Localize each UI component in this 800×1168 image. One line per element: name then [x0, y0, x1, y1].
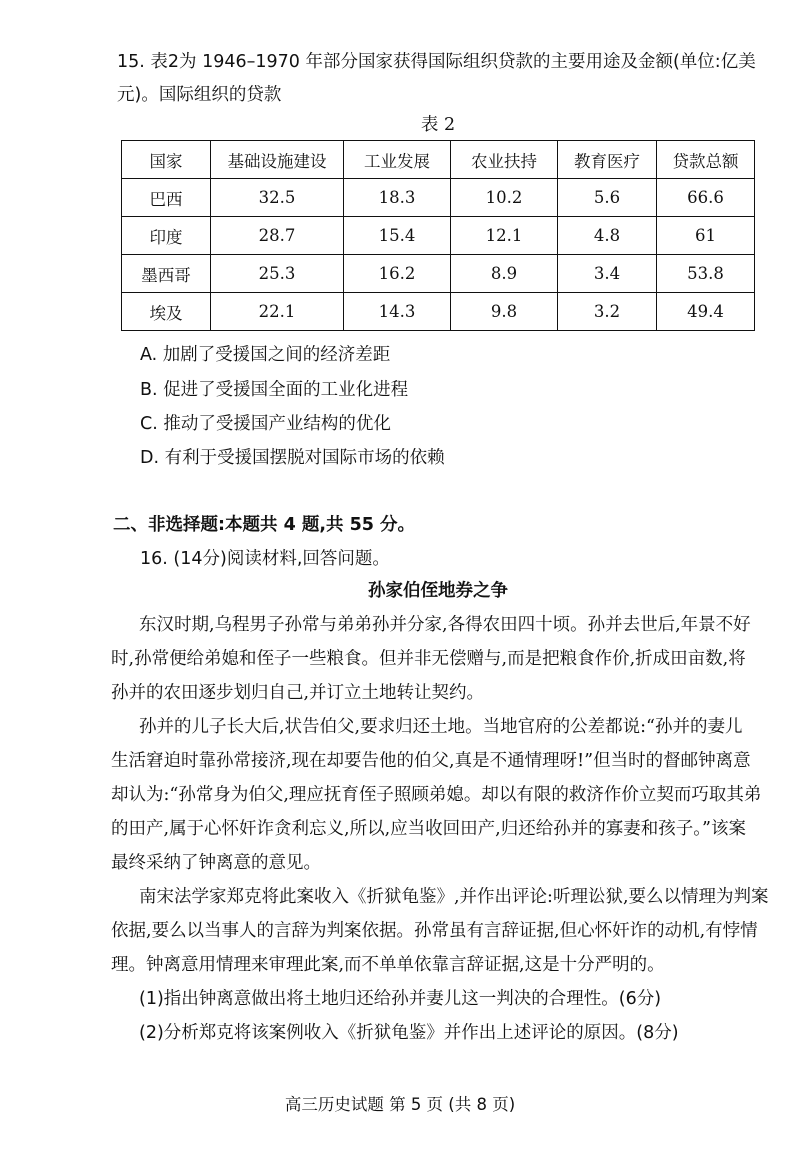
material-line: 最终采纳了钟离意的意见。	[111, 853, 321, 873]
table-cell: 3.4	[558, 255, 657, 293]
option-b: B. 促进了受援国全面的工业化进程	[140, 380, 409, 400]
sub-question-1: (1)指出钟离意做出将土地归还给孙并妻儿这一判决的合理性。(6分)	[139, 989, 662, 1009]
material-line: 的田产,属于心怀奸诈贪利忘义,所以,应当收回田产,归还给孙并的寡妻和孩子。”该案	[111, 819, 746, 839]
q15-stem-line1: 15. 表2为 1946–1970 年部分国家获得国际组织贷款的主要用途及金额(单位:亿美	[117, 52, 756, 72]
material-line: 生活窘迫时靠孙常接济,现在却要告他的伯父,真是不通情理呀!”但当时的督邮钟离意	[111, 751, 751, 771]
material-title: 孙家伯侄地券之争	[368, 581, 508, 601]
material-line: 南宋法学家郑克将此案收入《折狱龟鉴》,并作出评论:听理讼狱,要么以情理为判案	[139, 887, 769, 907]
table-row	[122, 255, 755, 293]
table-header-cell: 工业发展	[344, 141, 451, 179]
table-cell: 14.3	[344, 293, 451, 331]
loan-table	[121, 140, 755, 331]
table-cell: 53.8	[657, 255, 755, 293]
table-cell: 25.3	[211, 255, 344, 293]
table-row	[122, 179, 755, 217]
sub-question-2: (2)分析郑克将该案例收入《折狱龟鉴》并作出上述评论的原因。(8分)	[139, 1023, 679, 1043]
option-a: A. 加剧了受援国之间的经济差距	[140, 345, 391, 365]
table-cell: 3.2	[558, 293, 657, 331]
option-c: C. 推动了受援国产业结构的优化	[140, 414, 391, 434]
table-cell: 49.4	[657, 293, 755, 331]
table-cell: 5.6	[558, 179, 657, 217]
material-line: 依据,要么以当事人的言辞为判案依据。孙常虽有言辞证据,但心怀奸诈的动机,有悖情	[111, 921, 758, 941]
material-line: 孙并的儿子长大后,状告伯父,要求归还土地。当地官府的公差都说:“孙并的妻儿	[139, 717, 743, 737]
material-line: 时,孙常便给弟媳和侄子一些粮食。但并非无偿赠与,而是把粮食作价,折成田亩数,将	[111, 649, 746, 669]
page-footer: 高三历史试题 第 5 页 (共 8 页)	[284, 1095, 516, 1114]
material-line: 孙并的农田逐步划归自己,并订立土地转让契约。	[111, 683, 485, 703]
table-cell: 22.1	[211, 293, 344, 331]
table-cell: 墨西哥	[122, 255, 211, 293]
table-header-cell: 国家	[122, 141, 211, 179]
table-cell: 32.5	[211, 179, 344, 217]
q16-intro: 16. (14分)阅读材料,回答问题。	[140, 549, 390, 569]
table-row	[122, 293, 755, 331]
table-cell: 28.7	[211, 217, 344, 255]
table-caption: 表 2	[420, 115, 456, 135]
material-line: 理。钟离意用情理来审理此案,而不单单依靠言辞证据,这是十分严明的。	[111, 955, 665, 975]
table-header-cell: 教育医疗	[558, 141, 657, 179]
table-header-cell: 贷款总额	[657, 141, 755, 179]
table-cell: 8.9	[451, 255, 558, 293]
table-cell: 巴西	[122, 179, 211, 217]
material-line: 却认为:“孙常身为伯父,理应抚育侄子照顾弟媳。却以有限的救济作价立契而巧取其弟	[111, 785, 762, 805]
table-header-cell: 基础设施建设	[211, 141, 344, 179]
table-cell: 印度	[122, 217, 211, 255]
table-cell: 16.2	[344, 255, 451, 293]
table-cell: 18.3	[344, 179, 451, 217]
section-heading: 二、非选择题:本题共 4 题,共 55 分。	[113, 515, 416, 535]
table-cell: 61	[657, 217, 755, 255]
q15-stem-line2: 元)。国际组织的贷款	[117, 85, 282, 105]
table-cell: 4.8	[558, 217, 657, 255]
table-cell: 66.6	[657, 179, 755, 217]
table-header-cell: 农业扶持	[451, 141, 558, 179]
option-d: D. 有利于受援国摆脱对国际市场的依赖	[140, 448, 445, 468]
material-line: 东汉时期,乌程男子孙常与弟弟孙并分家,各得农田四十顷。孙并去世后,年景不好	[139, 615, 751, 635]
table-row	[122, 217, 755, 255]
table-cell: 10.2	[451, 179, 558, 217]
table-header-row	[122, 141, 755, 179]
table-cell: 埃及	[122, 293, 211, 331]
table-cell: 9.8	[451, 293, 558, 331]
table-cell: 15.4	[344, 217, 451, 255]
table-cell: 12.1	[451, 217, 558, 255]
